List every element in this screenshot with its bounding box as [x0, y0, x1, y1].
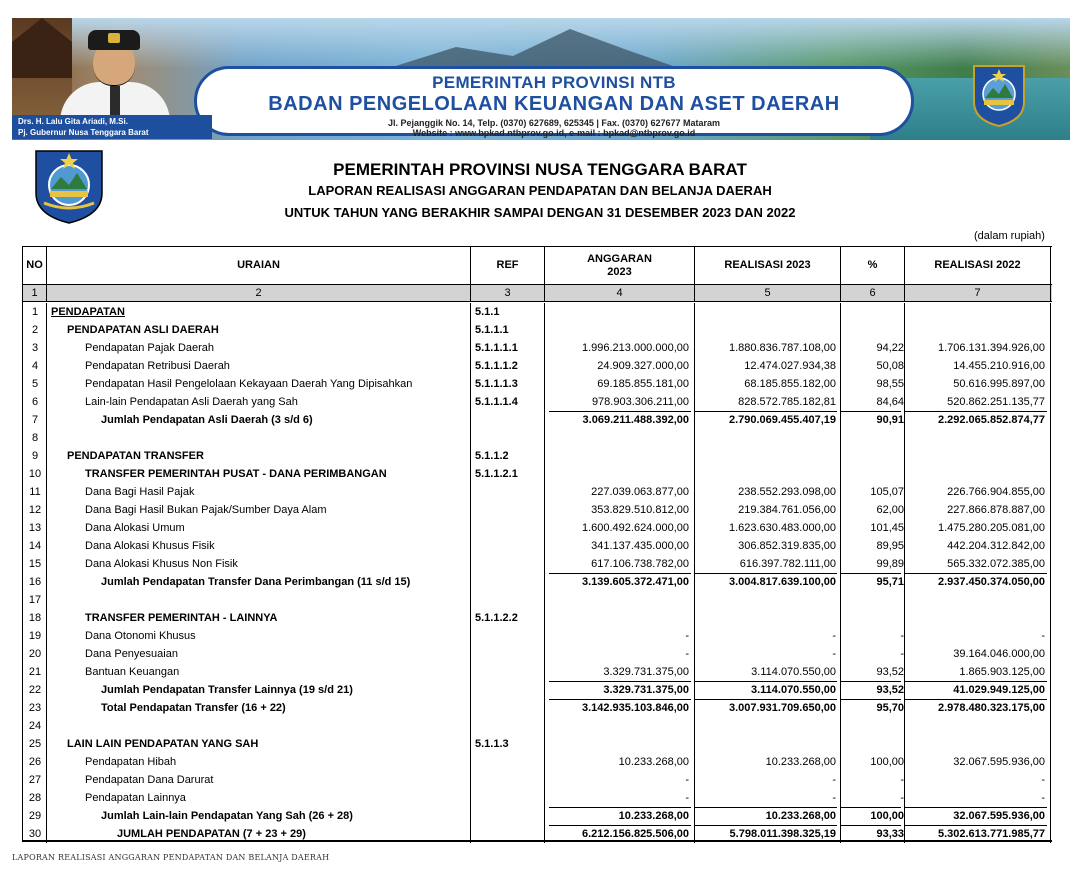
- table-row: [23, 771, 1052, 789]
- cell-uraian: Jumlah Pendapatan Transfer Lainnya (19 s/d 21): [101, 684, 353, 696]
- cell-ref: 5.1.1: [475, 306, 500, 318]
- cell-no: 4: [31, 360, 39, 372]
- table-row: [23, 465, 1052, 483]
- cell-uraian: Pendapatan Hasil Pengelolaan Kekayaan Daerah Yang Dipisahkan: [85, 378, 413, 390]
- col-number: 2: [47, 285, 471, 301]
- cell-uraian: Jumlah Pendapatan Transfer Dana Perimbangan (11 s/d 15): [101, 576, 411, 588]
- table-row: [23, 609, 1052, 627]
- cell-r23: 828.572.785.182,81: [738, 396, 836, 408]
- table-row: [23, 573, 1052, 591]
- cell-r22: [907, 591, 1045, 609]
- cell-uraian: TRANSFER PEMERINTAH - LAINNYA: [85, 612, 278, 624]
- governor-caption: [12, 115, 212, 139]
- cell-r22: [907, 717, 1045, 735]
- cell-no: 6: [31, 396, 39, 408]
- cell-ang: 3.139.605.372.471,00: [581, 576, 689, 588]
- cell-ang: -: [685, 630, 689, 642]
- cell-pct: 95,71: [876, 576, 904, 588]
- cell-ang: [549, 447, 689, 465]
- cell-uraian: Dana Bagi Hasil Bukan Pajak/Sumber Daya Alam: [85, 504, 327, 516]
- cell-r23: -: [832, 630, 836, 642]
- cell-pct: 93,52: [876, 666, 904, 678]
- table-body: [23, 303, 1052, 843]
- cell-no: 16: [28, 576, 42, 588]
- cell-pct: [841, 321, 904, 339]
- col-header-anggaran-label: ANGGARAN: [587, 252, 652, 265]
- cell-uraian: Bantuan Keuangan: [85, 666, 180, 678]
- cell-no: 22: [28, 684, 42, 696]
- table-row: [23, 555, 1052, 573]
- cell-ang: 3.329.731.375,00: [603, 666, 689, 678]
- cell-uraian: [51, 717, 491, 735]
- cell-r22: 1.865.903.125,00: [959, 666, 1045, 678]
- table-row: [23, 753, 1052, 771]
- cell-pct: [841, 609, 904, 627]
- col-header-ref: REF: [471, 247, 545, 284]
- cell-r22: [907, 429, 1045, 447]
- currency-unit: (dalam rupiah): [974, 230, 1045, 242]
- cell-r23: [695, 717, 836, 735]
- cell-ref: 5.1.1.2.1: [475, 468, 518, 480]
- cell-ref: [475, 717, 545, 735]
- cell-r23: -: [832, 792, 836, 804]
- cell-r22: [907, 465, 1045, 483]
- cell-ang: 978.903.306.211,00: [591, 396, 689, 408]
- cell-pct: -: [900, 630, 904, 642]
- cell-ref: [475, 519, 545, 537]
- cell-no: 18: [28, 612, 42, 624]
- cell-r22: [907, 303, 1045, 321]
- cell-pct: 94,22: [876, 342, 904, 354]
- cell-no: 13: [28, 522, 42, 534]
- cell-pct: 99,89: [876, 558, 904, 570]
- cell-ang: 24.909.327.000,00: [597, 360, 689, 372]
- cell-r22: -: [1041, 792, 1045, 804]
- cell-ref: [475, 411, 545, 429]
- cell-pct: -: [900, 774, 904, 786]
- ntb-emblem-icon: [970, 62, 1028, 128]
- cell-r22: [907, 321, 1045, 339]
- cell-ref: 5.1.1.1: [475, 324, 509, 336]
- cell-no: 25: [28, 738, 42, 750]
- cell-r22: -: [1041, 630, 1045, 642]
- table-row: [23, 807, 1052, 825]
- table-row: [23, 825, 1052, 843]
- cell-r22: 2.292.065.852.874,77: [937, 414, 1045, 426]
- cell-uraian: Dana Penyesuaian: [85, 648, 178, 660]
- cell-uraian: TRANSFER PEMERINTAH PUSAT - DANA PERIMBANGAN: [85, 468, 387, 480]
- cell-uraian: Pendapatan Pajak Daerah: [85, 342, 215, 354]
- cell-uraian: Dana Alokasi Umum: [85, 522, 185, 534]
- cell-no: 27: [28, 774, 42, 786]
- cell-pct: 100,00: [870, 756, 904, 768]
- table-row: [23, 627, 1052, 645]
- table-row: [23, 789, 1052, 807]
- cell-r23: 1.880.836.787.108,00: [728, 342, 836, 354]
- cell-no: 19: [28, 630, 42, 642]
- cell-pct: [841, 447, 904, 465]
- cell-r23: 10.233.268,00: [765, 810, 836, 822]
- cell-ang: 341.137.435.000,00: [591, 540, 689, 552]
- col-header-percent: %: [841, 247, 905, 284]
- col-header-realisasi-2022: REALISASI 2022: [905, 247, 1051, 284]
- cell-pct: -: [900, 792, 904, 804]
- cell-uraian: Dana Otonomi Khusus: [85, 630, 196, 642]
- cell-ang: -: [685, 648, 689, 660]
- cell-ang: 1.996.213.000.000,00: [581, 342, 689, 354]
- cell-ref: [475, 573, 545, 591]
- cell-uraian: [51, 591, 491, 609]
- table-row: [23, 735, 1052, 753]
- cell-uraian: Lain-lain Pendapatan Asli Daerah yang Sah: [85, 396, 298, 408]
- cell-r23: 1.623.630.483.000,00: [728, 522, 836, 534]
- cell-ref: [475, 591, 545, 609]
- column-number-row: [23, 285, 1052, 302]
- cell-ang: 6.212.156.825.506,00: [581, 828, 689, 840]
- cell-no: 7: [31, 414, 39, 426]
- cell-pct: [841, 717, 904, 735]
- cell-ang: 69.185.855.181,00: [597, 378, 689, 390]
- cell-no: 14: [28, 540, 42, 552]
- cell-ref: [475, 483, 545, 501]
- cell-r22: 32.067.595.936,00: [953, 810, 1045, 822]
- cell-r22: 1.706.131.394.926,00: [937, 342, 1045, 354]
- cell-ang: 10.233.268,00: [618, 756, 689, 768]
- cell-no: 20: [28, 648, 42, 660]
- cell-ang: [549, 429, 689, 447]
- col-header-uraian: URAIAN: [47, 247, 471, 284]
- table-row: [23, 411, 1052, 429]
- cell-r22: 520.862.251.135,77: [947, 396, 1045, 408]
- cell-ang: -: [685, 792, 689, 804]
- budget-table: [22, 246, 1052, 842]
- cell-r23: [695, 591, 836, 609]
- cell-r23: 3.114.070.550,00: [750, 684, 836, 696]
- cell-no: 1: [31, 306, 39, 318]
- cell-r23: 3.007.931.709.650,00: [728, 702, 836, 714]
- cell-pct: 105,07: [870, 486, 904, 498]
- governor-title: Pj. Gubernur Nusa Tenggara Barat: [18, 128, 149, 137]
- cell-no: 10: [28, 468, 42, 480]
- cell-uraian: JUMLAH PENDAPATAN (7 + 23 + 29): [117, 828, 306, 840]
- table-row: [23, 303, 1052, 321]
- cell-r23: [695, 303, 836, 321]
- cell-ref: [475, 627, 545, 645]
- cell-no: 15: [28, 558, 42, 570]
- cell-ref: [475, 537, 545, 555]
- cell-no: 26: [28, 756, 42, 768]
- cell-pct: 50,08: [876, 360, 904, 372]
- table-header: [23, 247, 1052, 285]
- cell-ref: [475, 807, 545, 825]
- cell-ang: -: [685, 774, 689, 786]
- cell-no: 5: [31, 378, 39, 390]
- cell-ref: 5.1.1.2: [475, 450, 509, 462]
- cell-uraian: LAIN LAIN PENDAPATAN YANG SAH: [67, 738, 259, 750]
- cell-r23: 2.790.069.455.407,19: [728, 414, 836, 426]
- cell-ang: 3.329.731.375,00: [603, 684, 689, 696]
- governor-name: Drs. H. Lalu Gita Ariadi, M.Si.: [18, 117, 128, 126]
- cell-uraian: Jumlah Pendapatan Asli Daerah (3 s/d 6): [101, 414, 313, 426]
- cell-ang: 3.069.211.488.392,00: [582, 414, 689, 426]
- report-subtitle: LAPORAN REALISASI ANGGARAN PENDAPATAN DAN BELANJA DAERAH: [308, 183, 772, 198]
- cell-ref: [475, 771, 545, 789]
- table-row: [23, 645, 1052, 663]
- cell-pct: 100,00: [870, 810, 904, 822]
- col-header-no: NO: [23, 247, 47, 284]
- cell-ang: [549, 609, 689, 627]
- table-row: [23, 519, 1052, 537]
- cell-ref: [475, 501, 545, 519]
- cell-r22: 227.866.878.887,00: [947, 504, 1045, 516]
- col-number: 3: [471, 285, 545, 301]
- banner-line2: BADAN PENGELOLAAN KEUANGAN DAN ASET DAERAH: [268, 93, 840, 115]
- cell-r22: 565.332.072.385,00: [947, 558, 1045, 570]
- cell-r23: 219.384.761.056,00: [738, 504, 836, 516]
- table-row: [23, 393, 1052, 411]
- cell-r22: 14.455.210.916,00: [953, 360, 1045, 372]
- cell-ang: [549, 717, 689, 735]
- cell-ref: 5.1.1.1.4: [475, 396, 518, 408]
- cell-ang: [549, 591, 689, 609]
- cell-uraian: PENDAPATAN ASLI DAERAH: [67, 324, 219, 336]
- banner-address: Jl. Pejanggik No. 14, Telp. (0370) 627689, 625345 | Fax. (0370) 627677 Mataram: [387, 118, 721, 128]
- table-row: [23, 501, 1052, 519]
- cell-r22: 41.029.949.125,00: [953, 684, 1045, 696]
- cell-ang: 617.106.738.782,00: [591, 558, 689, 570]
- cell-ang: [549, 465, 689, 483]
- cell-no: 30: [28, 828, 42, 840]
- cell-pct: 62,00: [876, 504, 904, 516]
- table-row: [23, 321, 1052, 339]
- cell-ref: [475, 663, 545, 681]
- cell-r23: [695, 321, 836, 339]
- col-number: 4: [545, 285, 695, 301]
- cell-r22: 1.475.280.205.081,00: [937, 522, 1045, 534]
- col-header-anggaran-year: 2023: [607, 265, 632, 278]
- cell-pct: 89,95: [876, 540, 904, 552]
- table-row: [23, 375, 1052, 393]
- cell-r22: -: [1041, 774, 1045, 786]
- cell-ref: [475, 681, 545, 699]
- cell-ref: 5.1.1.2.2: [475, 612, 518, 624]
- cell-r22: 32.067.595.936,00: [953, 756, 1045, 768]
- cell-r23: 68.185.855.182,00: [744, 378, 836, 390]
- cell-pct: [841, 735, 904, 753]
- cell-pct: [841, 429, 904, 447]
- cell-r23: 3.114.070.550,00: [751, 666, 836, 678]
- cell-uraian: Dana Bagi Hasil Pajak: [85, 486, 195, 498]
- cell-no: 23: [28, 702, 42, 714]
- cell-ang: 3.142.935.103.846,00: [581, 702, 689, 714]
- table-row: [23, 339, 1052, 357]
- cell-ang: [549, 303, 689, 321]
- cell-r23: 10.233.268,00: [765, 756, 836, 768]
- col-header-realisasi-2023: REALISASI 2023: [695, 247, 841, 284]
- col-number: 1: [23, 285, 47, 301]
- cell-r22: 442.204.312.842,00: [947, 540, 1045, 552]
- cell-ang: [549, 735, 689, 753]
- cell-pct: 98,55: [876, 378, 904, 390]
- cell-r23: 616.397.782.111,00: [739, 558, 836, 570]
- cell-r23: -: [832, 648, 836, 660]
- report-period: UNTUK TAHUN YANG BERAKHIR SAMPAI DENGAN 31 DESEMBER 2023 DAN 2022: [284, 205, 796, 220]
- col-header-anggaran: [545, 247, 695, 284]
- cell-ref: 5.1.1.1.2: [475, 360, 518, 372]
- cell-pct: 93,52: [876, 684, 904, 696]
- cell-r23: -: [832, 774, 836, 786]
- cell-r22: 50.616.995.897,00: [953, 378, 1045, 390]
- cell-r23: 306.852.319.835,00: [738, 540, 836, 552]
- cell-r22: [907, 447, 1045, 465]
- table-row: [23, 447, 1052, 465]
- cell-uraian: [51, 429, 491, 447]
- cell-ref: 5.1.1.1.1: [475, 342, 518, 354]
- table-row: [23, 429, 1052, 447]
- cell-r23: [695, 735, 836, 753]
- cell-pct: [841, 591, 904, 609]
- cell-pct: [841, 303, 904, 321]
- cell-ang: [549, 321, 689, 339]
- cell-no: 29: [28, 810, 42, 822]
- cell-ref: [475, 825, 545, 843]
- cell-r23: [695, 609, 836, 627]
- report-title: PEMERINTAH PROVINSI NUSA TENGGARA BARAT: [333, 160, 747, 179]
- cell-ang: 353.829.510.812,00: [591, 504, 689, 516]
- cell-uraian: Dana Alokasi Khusus Non Fisik: [85, 558, 238, 570]
- cell-r22: 226.766.904.855,00: [947, 486, 1045, 498]
- cell-r23: 3.004.817.639.100,00: [728, 576, 836, 588]
- table-row: [23, 357, 1052, 375]
- cell-ref: [475, 753, 545, 771]
- cell-ref: [475, 429, 545, 447]
- table-row: [23, 537, 1052, 555]
- cell-r22: 5.302.613.771.985,77: [937, 828, 1045, 840]
- cell-r23: [695, 465, 836, 483]
- cell-r23: [695, 447, 836, 465]
- cell-ref: 5.1.1.1.3: [475, 378, 518, 390]
- col-number: 5: [695, 285, 841, 301]
- cell-uraian: Pendapatan Hibah: [85, 756, 177, 768]
- cell-no: 12: [28, 504, 42, 516]
- cell-r22: [907, 735, 1045, 753]
- cell-uraian: PENDAPATAN TRANSFER: [67, 450, 204, 462]
- cell-no: 17: [28, 594, 42, 606]
- cell-pct: 90,91: [876, 414, 904, 426]
- cell-pct: 101,45: [870, 522, 904, 534]
- cell-ang: 1.600.492.624.000,00: [581, 522, 689, 534]
- cell-pct: 84,64: [876, 396, 904, 408]
- cell-pct: [841, 465, 904, 483]
- table-row: [23, 717, 1052, 735]
- page-footer: LAPORAN REALISASI ANGGARAN PENDAPATAN DAN BELANJA DAERAH: [12, 853, 330, 862]
- cell-ref: [475, 645, 545, 663]
- table-row: [23, 591, 1052, 609]
- table-row: [23, 483, 1052, 501]
- cell-no: 9: [31, 450, 39, 462]
- cell-uraian: Total Pendapatan Transfer (16 + 22): [101, 702, 286, 714]
- table-row: [23, 699, 1052, 717]
- cell-uraian: Pendapatan Lainnya: [85, 792, 186, 804]
- cell-no: 21: [28, 666, 42, 678]
- cell-pct: 93,33: [876, 828, 904, 840]
- cell-no: 11: [29, 486, 41, 498]
- col-number: 6: [841, 285, 905, 301]
- cell-no: 8: [31, 432, 39, 444]
- cell-ref: [475, 789, 545, 807]
- cell-no: 28: [28, 792, 42, 804]
- cell-ref: 5.1.1.3: [475, 738, 509, 750]
- cell-ang: 10.233.268,00: [618, 810, 689, 822]
- cell-no: 3: [31, 342, 39, 354]
- cell-uraian: Dana Alokasi Khusus Fisik: [85, 540, 215, 552]
- table-row: [23, 681, 1052, 699]
- cell-r22: [907, 609, 1045, 627]
- cell-r23: 12.474.027.934,38: [744, 360, 836, 372]
- cell-r23: [695, 429, 836, 447]
- cell-ang: 227.039.063.877,00: [591, 486, 689, 498]
- cell-uraian: Pendapatan Dana Darurat: [85, 774, 214, 786]
- cell-r22: 2.978.480.323.175,00: [937, 702, 1045, 714]
- cell-uraian: Jumlah Lain-lain Pendapatan Yang Sah (26 + 28): [101, 810, 353, 822]
- cell-pct: -: [900, 648, 904, 660]
- cell-pct: 95,70: [876, 702, 904, 714]
- cell-r23: 238.552.293.098,00: [738, 486, 836, 498]
- banner-title-box: [194, 66, 914, 136]
- cell-uraian: PENDAPATAN: [51, 306, 125, 318]
- cell-r23: 5.798.011.398.325,19: [729, 828, 836, 840]
- cell-ref: [475, 555, 545, 573]
- table-row: [23, 663, 1052, 681]
- col-number: 7: [905, 285, 1051, 301]
- cell-no: 24: [28, 720, 42, 732]
- banner-website: Website : www.bpkad.ntbprov.go.id, e-mail : bpkad@ntbprov.go.id: [412, 128, 696, 138]
- banner-line1: PEMERINTAH PROVINSI NTB: [432, 73, 676, 92]
- cell-r22: 2.937.450.374.050,00: [937, 576, 1045, 588]
- cell-uraian: Pendapatan Retribusi Daerah: [85, 360, 230, 372]
- cell-no: 2: [31, 324, 39, 336]
- cell-ref: [475, 699, 545, 717]
- cell-r22: 39.164.046.000,00: [953, 648, 1045, 660]
